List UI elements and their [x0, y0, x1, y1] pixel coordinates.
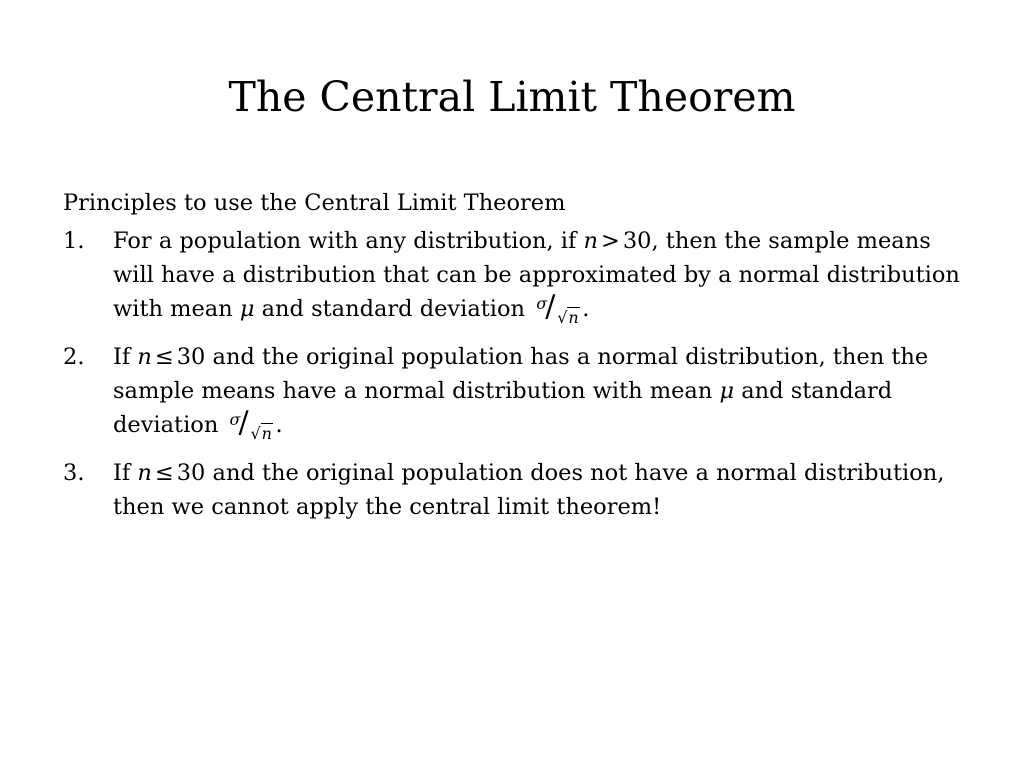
item-number: 1. — [63, 228, 85, 254]
math-operator: > — [600, 228, 620, 254]
item-text: , then the sample means will have a distribution that can be approximated by a normal distribution with mean — [113, 228, 960, 322]
list-item-2 — [63, 340, 963, 442]
slide-title: The Central Limit Theorem — [228, 73, 796, 121]
fraction-denominator — [250, 417, 273, 451]
item-text: and the original population does not have a normal distribution, then we cannot apply the central limit theorem! — [113, 460, 945, 520]
sigma-over-root-n-fraction — [532, 289, 582, 327]
item-text: If — [113, 344, 138, 370]
intro-text: Principles to use the Central Limit Theorem — [63, 190, 566, 216]
math-var-mu: μ — [719, 378, 735, 404]
item-number: 3. — [63, 460, 85, 486]
item-text: If — [113, 460, 138, 486]
square-root-sign: √ — [557, 308, 568, 327]
math-var-n: n — [261, 424, 272, 443]
item-number: 2. — [63, 344, 85, 370]
item-text: and standard deviation — [113, 378, 893, 438]
math-threshold: 30 — [176, 460, 206, 486]
math-var-n: n — [583, 228, 598, 254]
sigma-over-root-n-fraction — [225, 405, 275, 443]
math-var-n: n — [137, 460, 152, 486]
math-threshold: 30 — [622, 228, 652, 254]
list-item-1 — [63, 224, 963, 326]
math-var-n: n — [137, 344, 152, 370]
math-var-n: n — [568, 308, 579, 327]
fraction-numerator: σ — [229, 410, 241, 429]
item-text: and standard deviation — [254, 296, 533, 322]
fraction-slash: / — [238, 405, 249, 440]
item-text: For a population with any distribution, if — [113, 228, 584, 254]
list-item-3 — [63, 456, 963, 524]
math-operator: ≤ — [154, 344, 174, 370]
item-end: . — [275, 412, 283, 438]
fraction-numerator: σ — [536, 294, 548, 313]
item-text: and the original population has a normal distribution, then the sample means have a normal distribution with mean — [113, 344, 929, 404]
fraction-slash: / — [545, 289, 556, 324]
math-var-mu: μ — [239, 296, 255, 322]
slide-body — [63, 186, 963, 538]
item-end: . — [582, 296, 590, 322]
square-root-sign: √ — [250, 424, 261, 443]
math-threshold: 30 — [176, 344, 206, 370]
math-operator: ≤ — [154, 460, 174, 486]
fraction-denominator — [557, 301, 580, 335]
